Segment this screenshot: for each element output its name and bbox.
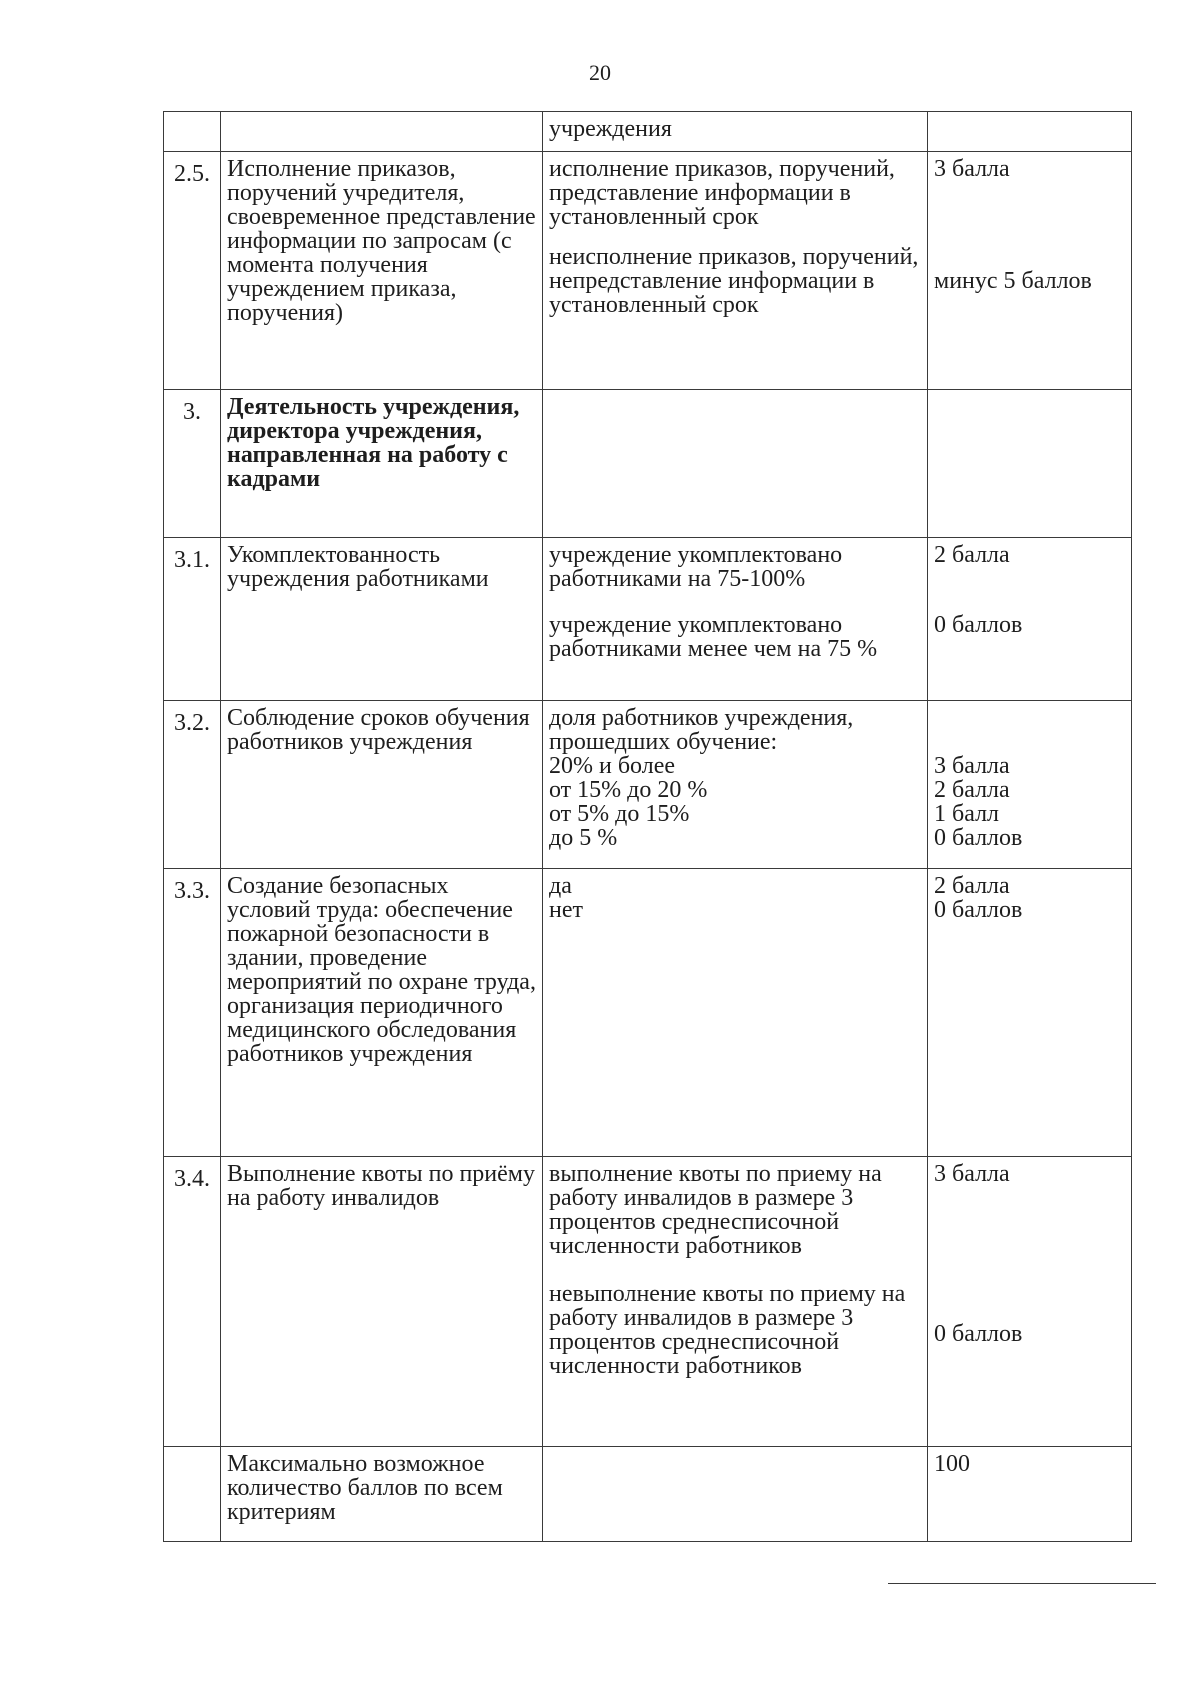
- total-points: 100: [928, 1447, 1132, 1542]
- criterion-condition: нет: [549, 897, 583, 923]
- criterion-condition: выполнение квоты по приему на работу инвалидов в размере 3 процентов среднесписочной численности работников: [549, 1161, 882, 1259]
- table-row: [164, 390, 1132, 538]
- criterion-number: 3.3.: [164, 869, 221, 1157]
- criterion-points: 2 балла: [934, 873, 1010, 899]
- criterion-condition: от 15% до 20 %: [549, 777, 708, 803]
- criterion-points: 0 баллов: [934, 897, 1023, 923]
- criterion-condition: учреждение укомплектовано работниками менее чем на 75 %: [549, 612, 878, 662]
- criterion-number: 2.5.: [164, 152, 221, 390]
- criterion-condition: до 5 %: [549, 825, 618, 851]
- criterion-condition: неисполнение приказов, поручений, непредставление информации в установленный срок: [549, 244, 919, 318]
- criterion-condition: [543, 1447, 928, 1542]
- criterion-points: 3 балла: [934, 753, 1010, 779]
- criterion-conditions: [543, 152, 928, 390]
- criterion-conditions: [543, 701, 928, 869]
- criterion-number: 3.: [164, 390, 221, 538]
- table-row: [164, 701, 1132, 869]
- criterion-condition-header: доля работников учреждения, прошедших обучение:: [549, 705, 854, 755]
- criterion-points: 2 балла: [934, 542, 1010, 568]
- criterion-points-cell: [928, 869, 1132, 1157]
- table-row: [164, 1447, 1132, 1542]
- criterion-conditions: [543, 1157, 928, 1447]
- criterion-name: Создание безопасных условий труда: обеспечение пожарной безопасности в здании, проведение мероприятий по охране труда, организация периодичного медицинского обследования работников учреждения: [221, 869, 543, 1157]
- table-row: [164, 152, 1132, 390]
- criteria-table: [163, 111, 1132, 1542]
- criterion-number: 3.2.: [164, 701, 221, 869]
- page-number: 20: [589, 60, 611, 85]
- criterion-points: 0 баллов: [934, 825, 1023, 851]
- criterion-condition: учреждение укомплектовано работниками на 75-100%: [549, 542, 843, 592]
- table-row: [164, 112, 1132, 152]
- criterion-points: минус 5 баллов: [934, 268, 1092, 294]
- criterion-points: 3 балла: [934, 156, 1010, 182]
- total-label: Максимально возможное количество баллов по всем критериям: [221, 1447, 543, 1542]
- criterion-points: 0 баллов: [934, 1321, 1023, 1347]
- criterion-points-cell: [928, 701, 1132, 869]
- criterion-name: [221, 112, 543, 152]
- section-heading: Деятельность учреждения, директора учреждения, направленная на работу с кадрами: [221, 390, 543, 538]
- criterion-name: Исполнение приказов, поручений учредителя, своевременное представление информации по запросам (с момента получения учреждением приказа, поручения): [221, 152, 543, 390]
- criterion-points: [928, 112, 1132, 152]
- table-row: [164, 1157, 1132, 1447]
- criterion-condition: исполнение приказов, поручений, представление информации в установленный срок: [549, 156, 895, 230]
- criterion-number: 3.4.: [164, 1157, 221, 1447]
- criterion-condition: от 5% до 15%: [549, 801, 690, 827]
- criterion-name: Выполнение квоты по приёму на работу инвалидов: [221, 1157, 543, 1447]
- table-row: [164, 538, 1132, 701]
- criterion-points: 3 балла: [934, 1161, 1010, 1187]
- criterion-condition: 20% и более: [549, 753, 676, 779]
- footer-rule: [888, 1583, 1156, 1584]
- criterion-number: [164, 112, 221, 152]
- criterion-conditions: [543, 869, 928, 1157]
- criterion-number: [164, 1447, 221, 1542]
- criterion-points: 2 балла: [934, 777, 1010, 803]
- criterion-number: 3.1.: [164, 538, 221, 701]
- criterion-condition: да: [549, 873, 572, 899]
- criterion-name: Соблюдение сроков обучения работников учреждения: [221, 701, 543, 869]
- criterion-points-cell: [928, 538, 1132, 701]
- criterion-points-cell: [928, 152, 1132, 390]
- criterion-points: 0 баллов: [934, 612, 1023, 638]
- criterion-condition: невыполнение квоты по приему на работу инвалидов в размере 3 процентов среднесписочной численности работников: [549, 1281, 906, 1379]
- criterion-name: Укомплектованность учреждения работниками: [221, 538, 543, 701]
- criterion-condition: [543, 390, 928, 538]
- criterion-points: [928, 390, 1132, 538]
- criterion-points-cell: [928, 1157, 1132, 1447]
- criterion-points: 1 балл: [934, 801, 1000, 827]
- table-row: [164, 869, 1132, 1157]
- criterion-condition: учреждения: [543, 112, 928, 152]
- criterion-conditions: [543, 538, 928, 701]
